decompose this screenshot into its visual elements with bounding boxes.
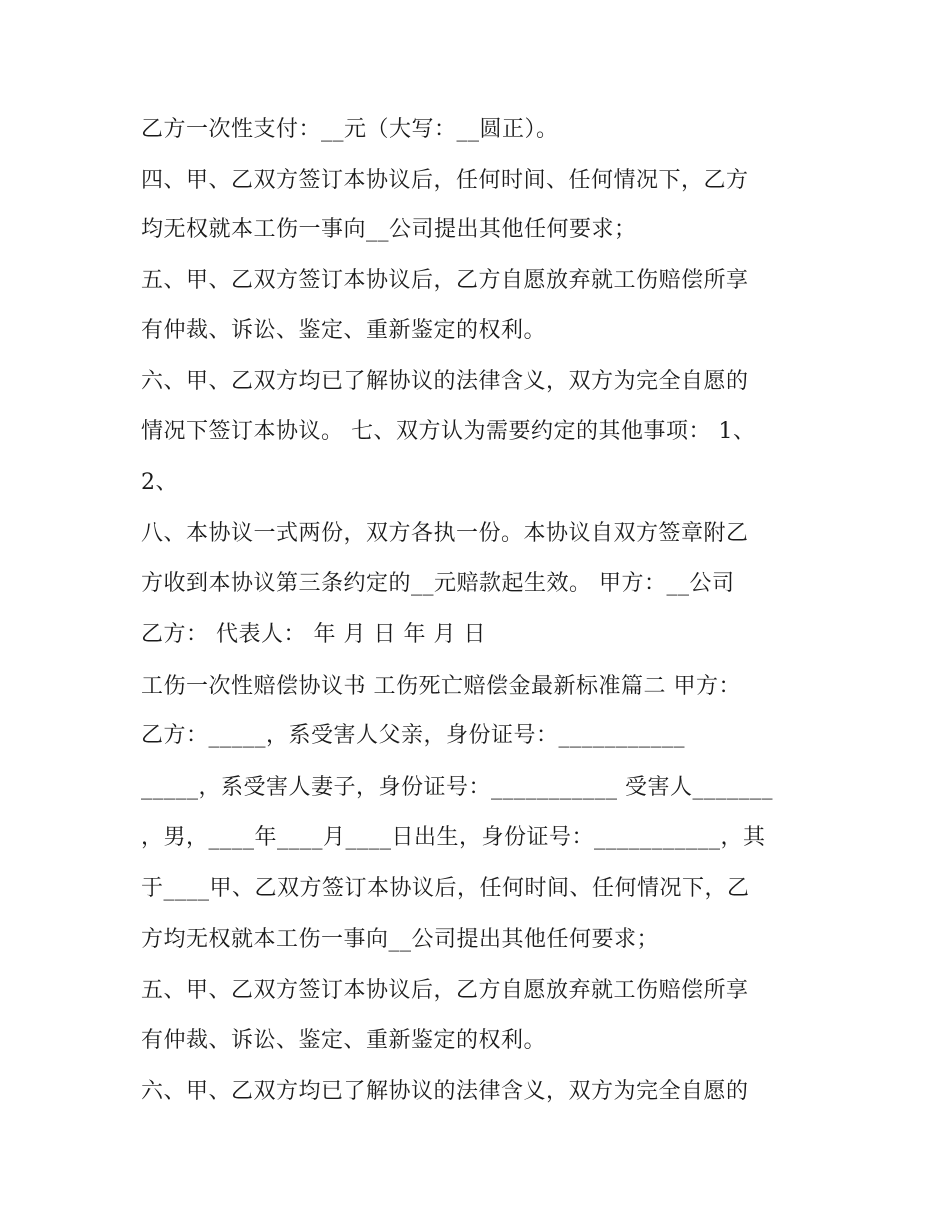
text-line: 有仲裁、诉讼、鉴定、重新鉴定的权利。 <box>141 1028 547 1053</box>
text-line: 2、 <box>141 470 178 495</box>
text-line: 八、本协议一式两份，双方各执一份。本协议自双方签章附乙 <box>141 521 749 546</box>
text-line: 六、甲、乙双方均已了解协议的法律含义，双方为完全自愿的 <box>141 369 749 394</box>
text-line: 五、甲、乙双方签订本协议后，乙方自愿放弃就工伤赔偿所享 <box>141 268 749 293</box>
text-line: 乙方： 代表人： 年 月 日 年 月 日 <box>141 622 486 647</box>
text-line: 五、甲、乙双方签订本协议后，乙方自愿放弃就工伤赔偿所享 <box>141 978 749 1003</box>
text-line: 四、甲、乙双方签订本协议后，任何时间、任何情况下，乙方 <box>141 168 749 193</box>
text-line: 情况下签订本协议。 七、双方认为需要约定的其他事项： 1、 <box>141 419 756 444</box>
text-line: 均无权就本工伤一事向__公司提出其他任何要求； <box>141 217 637 242</box>
text-line: 于____甲、乙双方签订本协议后，任何时间、任何情况下，乙 <box>141 876 750 901</box>
text-line: 有仲裁、诉讼、鉴定、重新鉴定的权利。 <box>141 318 547 343</box>
text-line: 六、甲、乙双方均已了解协议的法律含义，双方为完全自愿的 <box>141 1079 749 1104</box>
text-line: ，男，____年____月____日出生，身份证号：___________，其 <box>141 825 766 850</box>
text-line: 乙方一次性支付：__元（大写：__圆正）。 <box>141 117 559 142</box>
text-line: _____，系受害人妻子，身份证号：___________ 受害人_______ <box>141 775 773 800</box>
text-line: 工伤一次性赔偿协议书 工伤死亡赔偿金最新标准篇二 甲方： <box>141 674 741 699</box>
text-line: 乙方：_____，系受害人父亲，身份证号：___________ <box>141 723 686 748</box>
text-line: 方均无权就本工伤一事向__公司提出其他任何要求； <box>141 927 660 952</box>
text-line: 方收到本协议第三条约定的__元赔款起生效。 甲方：__公司 <box>141 571 735 596</box>
